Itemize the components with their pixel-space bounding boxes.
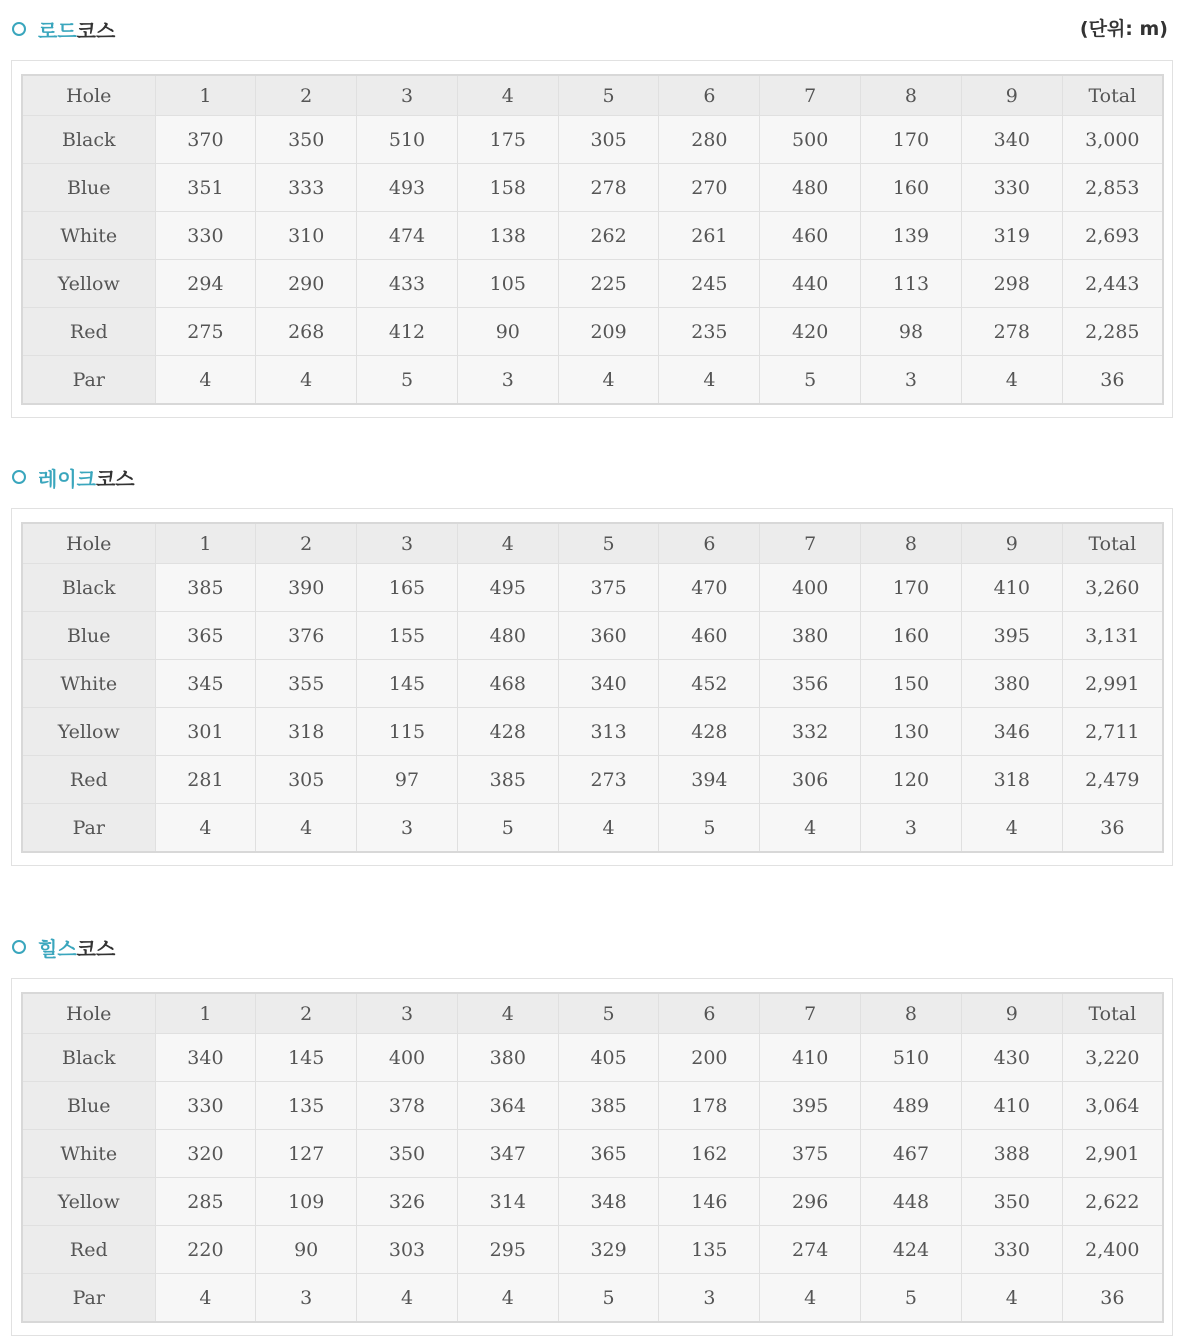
section-title: 레이크코스	[38, 466, 135, 491]
distance-cell: 98	[861, 308, 962, 356]
distance-cell: 5	[457, 804, 558, 853]
distance-cell: 428	[457, 708, 558, 756]
circle-bullet-icon	[12, 940, 26, 954]
distance-cell: 2,400	[1062, 1226, 1163, 1274]
hole-number-cell: 5	[558, 993, 659, 1034]
hole-number-cell: 2	[256, 523, 357, 564]
distance-cell: 285	[155, 1178, 256, 1226]
distance-cell: 330	[961, 1226, 1062, 1274]
distance-cell: 220	[155, 1226, 256, 1274]
distance-cell: 278	[558, 164, 659, 212]
circle-bullet-icon	[12, 22, 26, 36]
distance-cell: 375	[558, 564, 659, 612]
tee-label-cell: Red	[22, 308, 155, 356]
distance-cell: 145	[357, 660, 458, 708]
distance-cell: 90	[256, 1226, 357, 1274]
section-title: 힐스코스	[38, 936, 116, 961]
distance-cell: 135	[659, 1226, 760, 1274]
tee-label-cell: Black	[22, 564, 155, 612]
distance-cell: 295	[457, 1226, 558, 1274]
distance-cell: 4	[256, 804, 357, 853]
distance-cell: 340	[155, 1034, 256, 1082]
table-row	[22, 260, 1163, 308]
table-row	[22, 212, 1163, 260]
distance-cell: 200	[659, 1034, 760, 1082]
distance-cell: 4	[659, 356, 760, 405]
distance-cell: 405	[558, 1034, 659, 1082]
distance-cell: 346	[961, 708, 1062, 756]
distance-cell: 4	[457, 1274, 558, 1323]
distance-cell: 281	[155, 756, 256, 804]
distance-cell: 3	[861, 356, 962, 405]
tee-label-cell: White	[22, 1130, 155, 1178]
distance-cell: 348	[558, 1178, 659, 1226]
distance-cell: 113	[861, 260, 962, 308]
distance-cell: 468	[457, 660, 558, 708]
tee-label-cell: Black	[22, 1034, 155, 1082]
distance-cell: 4	[155, 804, 256, 853]
distance-cell: 268	[256, 308, 357, 356]
distance-cell: 329	[558, 1226, 659, 1274]
hole-number-cell: 5	[558, 75, 659, 116]
distance-cell: 5	[760, 356, 861, 405]
distance-cell: 262	[558, 212, 659, 260]
hole-number-cell: 8	[861, 993, 962, 1034]
table-row	[22, 1178, 1163, 1226]
hole-number-cell: 6	[659, 993, 760, 1034]
distance-cell: 448	[861, 1178, 962, 1226]
scorecard-table	[21, 992, 1164, 1323]
hills-course-heading	[10, 930, 115, 964]
distance-cell: 470	[659, 564, 760, 612]
tee-label-cell: Black	[22, 116, 155, 164]
table-row	[22, 708, 1163, 756]
distance-cell: 170	[861, 564, 962, 612]
table-row	[22, 804, 1163, 853]
distance-cell: 388	[961, 1130, 1062, 1178]
table-row	[22, 1034, 1163, 1082]
distance-cell: 350	[256, 116, 357, 164]
distance-cell: 36	[1062, 804, 1163, 853]
distance-cell: 489	[861, 1082, 962, 1130]
distance-cell: 395	[961, 612, 1062, 660]
hole-number-cell: 3	[357, 75, 458, 116]
hole-header-cell: Hole	[22, 993, 155, 1034]
distance-cell: 3	[861, 804, 962, 853]
distance-cell: 460	[760, 212, 861, 260]
distance-cell: 314	[457, 1178, 558, 1226]
distance-cell: 3,220	[1062, 1034, 1163, 1082]
hole-number-cell: 3	[357, 993, 458, 1034]
distance-cell: 298	[961, 260, 1062, 308]
distance-cell: 394	[659, 756, 760, 804]
distance-cell: 4	[357, 1274, 458, 1323]
distance-cell: 290	[256, 260, 357, 308]
distance-cell: 330	[961, 164, 1062, 212]
hole-number-cell: 9	[961, 993, 1062, 1034]
distance-cell: 105	[457, 260, 558, 308]
distance-cell: 4	[155, 356, 256, 405]
distance-cell: 347	[457, 1130, 558, 1178]
table-row	[22, 564, 1163, 612]
distance-cell: 3,000	[1062, 116, 1163, 164]
distance-cell: 332	[760, 708, 861, 756]
distance-cell: 380	[961, 660, 1062, 708]
hole-number-cell: 5	[558, 523, 659, 564]
distance-cell: 4	[961, 804, 1062, 853]
distance-cell: 160	[861, 164, 962, 212]
distance-cell: 380	[457, 1034, 558, 1082]
distance-cell: 115	[357, 708, 458, 756]
distance-cell: 155	[357, 612, 458, 660]
distance-cell: 440	[760, 260, 861, 308]
distance-cell: 109	[256, 1178, 357, 1226]
hole-number-cell: 9	[961, 523, 1062, 564]
total-header-cell: Total	[1062, 75, 1163, 116]
distance-cell: 356	[760, 660, 861, 708]
distance-cell: 305	[256, 756, 357, 804]
table-row	[22, 164, 1163, 212]
scorecard-box	[11, 60, 1173, 418]
tee-label-cell: Red	[22, 1226, 155, 1274]
table-row	[22, 1082, 1163, 1130]
distance-cell: 365	[155, 612, 256, 660]
distance-cell: 333	[256, 164, 357, 212]
distance-cell: 2,901	[1062, 1130, 1163, 1178]
table-row	[22, 756, 1163, 804]
tee-label-cell: Yellow	[22, 1178, 155, 1226]
distance-cell: 433	[357, 260, 458, 308]
distance-cell: 280	[659, 116, 760, 164]
tee-label-cell: Par	[22, 356, 155, 405]
table-row	[22, 1226, 1163, 1274]
distance-cell: 296	[760, 1178, 861, 1226]
distance-cell: 2,991	[1062, 660, 1163, 708]
distance-cell: 319	[961, 212, 1062, 260]
distance-cell: 4	[760, 804, 861, 853]
distance-cell: 428	[659, 708, 760, 756]
distance-cell: 162	[659, 1130, 760, 1178]
hole-number-cell: 4	[457, 75, 558, 116]
distance-cell: 452	[659, 660, 760, 708]
distance-cell: 294	[155, 260, 256, 308]
distance-cell: 36	[1062, 1274, 1163, 1323]
tee-label-cell: Yellow	[22, 708, 155, 756]
distance-cell: 5	[357, 356, 458, 405]
distance-cell: 395	[760, 1082, 861, 1130]
scorecard-box	[11, 508, 1173, 866]
distance-cell: 97	[357, 756, 458, 804]
distance-cell: 3,260	[1062, 564, 1163, 612]
hole-number-cell: 1	[155, 993, 256, 1034]
distance-cell: 410	[961, 1082, 1062, 1130]
distance-cell: 380	[760, 612, 861, 660]
distance-cell: 5	[659, 804, 760, 853]
distance-cell: 330	[155, 1082, 256, 1130]
distance-cell: 430	[961, 1034, 1062, 1082]
distance-cell: 318	[961, 756, 1062, 804]
distance-cell: 5	[861, 1274, 962, 1323]
tee-label-cell: Blue	[22, 1082, 155, 1130]
distance-cell: 3	[256, 1274, 357, 1323]
distance-cell: 274	[760, 1226, 861, 1274]
tee-label-cell: Par	[22, 804, 155, 853]
distance-cell: 3	[457, 356, 558, 405]
distance-cell: 385	[155, 564, 256, 612]
distance-cell: 390	[256, 564, 357, 612]
scorecard-table	[21, 74, 1164, 405]
distance-cell: 510	[861, 1034, 962, 1082]
distance-cell: 467	[861, 1130, 962, 1178]
hole-number-cell: 6	[659, 523, 760, 564]
hole-number-cell: 1	[155, 523, 256, 564]
distance-cell: 412	[357, 308, 458, 356]
road-course-heading	[10, 12, 115, 46]
distance-cell: 370	[155, 116, 256, 164]
distance-cell: 2,443	[1062, 260, 1163, 308]
hole-number-cell: 4	[457, 523, 558, 564]
road-course-section	[0, 12, 1184, 422]
hole-header-cell: Hole	[22, 75, 155, 116]
circle-bullet-icon	[12, 470, 26, 484]
distance-cell: 301	[155, 708, 256, 756]
distance-cell: 400	[760, 564, 861, 612]
distance-cell: 420	[760, 308, 861, 356]
lake-course-section	[0, 460, 1184, 870]
distance-cell: 145	[256, 1034, 357, 1082]
distance-cell: 3	[659, 1274, 760, 1323]
distance-cell: 2,693	[1062, 212, 1163, 260]
tee-label-cell: Par	[22, 1274, 155, 1323]
hole-number-cell: 2	[256, 75, 357, 116]
distance-cell: 175	[457, 116, 558, 164]
distance-cell: 376	[256, 612, 357, 660]
distance-cell: 350	[357, 1130, 458, 1178]
table-row	[22, 116, 1163, 164]
distance-cell: 510	[357, 116, 458, 164]
distance-cell: 160	[861, 612, 962, 660]
distance-cell: 209	[558, 308, 659, 356]
distance-cell: 4	[961, 356, 1062, 405]
distance-cell: 375	[760, 1130, 861, 1178]
distance-cell: 385	[558, 1082, 659, 1130]
distance-cell: 313	[558, 708, 659, 756]
distance-cell: 340	[961, 116, 1062, 164]
distance-cell: 378	[357, 1082, 458, 1130]
distance-cell: 127	[256, 1130, 357, 1178]
table-row	[22, 660, 1163, 708]
distance-cell: 2,853	[1062, 164, 1163, 212]
hole-header-cell: Hole	[22, 523, 155, 564]
distance-cell: 135	[256, 1082, 357, 1130]
distance-cell: 365	[558, 1130, 659, 1178]
table-row	[22, 1274, 1163, 1323]
distance-cell: 3,131	[1062, 612, 1163, 660]
distance-cell: 2,711	[1062, 708, 1163, 756]
hole-number-cell: 2	[256, 993, 357, 1034]
distance-cell: 3	[357, 804, 458, 853]
section-title: 로드코스	[38, 18, 116, 43]
distance-cell: 330	[155, 212, 256, 260]
hole-number-cell: 4	[457, 993, 558, 1034]
distance-cell: 4	[961, 1274, 1062, 1323]
distance-cell: 2,622	[1062, 1178, 1163, 1226]
hole-number-cell: 1	[155, 75, 256, 116]
distance-cell: 326	[357, 1178, 458, 1226]
distance-cell: 2,285	[1062, 308, 1163, 356]
distance-cell: 270	[659, 164, 760, 212]
distance-cell: 138	[457, 212, 558, 260]
distance-cell: 3,064	[1062, 1082, 1163, 1130]
distance-cell: 5	[558, 1274, 659, 1323]
distance-cell: 495	[457, 564, 558, 612]
distance-cell: 4	[558, 804, 659, 853]
scorecard-box	[11, 978, 1173, 1336]
distance-cell: 400	[357, 1034, 458, 1082]
hole-number-cell: 7	[760, 993, 861, 1034]
distance-cell: 165	[357, 564, 458, 612]
distance-cell: 345	[155, 660, 256, 708]
distance-cell: 306	[760, 756, 861, 804]
scorecard-table	[21, 522, 1164, 853]
distance-cell: 305	[558, 116, 659, 164]
tee-label-cell: White	[22, 212, 155, 260]
distance-cell: 225	[558, 260, 659, 308]
distance-cell: 178	[659, 1082, 760, 1130]
hills-course-section	[0, 930, 1184, 1340]
distance-cell: 493	[357, 164, 458, 212]
lake-course-heading	[10, 460, 135, 494]
header-row	[22, 993, 1163, 1034]
distance-cell: 4	[256, 356, 357, 405]
distance-cell: 273	[558, 756, 659, 804]
distance-cell: 424	[861, 1226, 962, 1274]
distance-cell: 4	[155, 1274, 256, 1323]
table-row	[22, 612, 1163, 660]
distance-cell: 340	[558, 660, 659, 708]
distance-cell: 480	[760, 164, 861, 212]
distance-cell: 460	[659, 612, 760, 660]
distance-cell: 310	[256, 212, 357, 260]
distance-cell: 261	[659, 212, 760, 260]
tee-label-cell: Yellow	[22, 260, 155, 308]
unit-label: (단위: m)	[1079, 18, 1168, 40]
distance-cell: 90	[457, 308, 558, 356]
total-header-cell: Total	[1062, 523, 1163, 564]
distance-cell: 120	[861, 756, 962, 804]
table-row	[22, 308, 1163, 356]
distance-cell: 130	[861, 708, 962, 756]
distance-cell: 350	[961, 1178, 1062, 1226]
distance-cell: 318	[256, 708, 357, 756]
distance-cell: 4	[558, 356, 659, 405]
hole-number-cell: 8	[861, 75, 962, 116]
total-header-cell: Total	[1062, 993, 1163, 1034]
distance-cell: 364	[457, 1082, 558, 1130]
distance-cell: 320	[155, 1130, 256, 1178]
hole-number-cell: 8	[861, 523, 962, 564]
distance-cell: 158	[457, 164, 558, 212]
distance-cell: 4	[760, 1274, 861, 1323]
hole-number-cell: 6	[659, 75, 760, 116]
distance-cell: 474	[357, 212, 458, 260]
tee-label-cell: Red	[22, 756, 155, 804]
table-row	[22, 356, 1163, 405]
distance-cell: 275	[155, 308, 256, 356]
header-row	[22, 75, 1163, 116]
distance-cell: 500	[760, 116, 861, 164]
distance-cell: 235	[659, 308, 760, 356]
distance-cell: 360	[558, 612, 659, 660]
hole-number-cell: 3	[357, 523, 458, 564]
distance-cell: 146	[659, 1178, 760, 1226]
table-row	[22, 1130, 1163, 1178]
tee-label-cell: White	[22, 660, 155, 708]
hole-number-cell: 9	[961, 75, 1062, 116]
distance-cell: 410	[961, 564, 1062, 612]
distance-cell: 245	[659, 260, 760, 308]
distance-cell: 150	[861, 660, 962, 708]
distance-cell: 410	[760, 1034, 861, 1082]
distance-cell: 351	[155, 164, 256, 212]
distance-cell: 278	[961, 308, 1062, 356]
distance-cell: 480	[457, 612, 558, 660]
distance-cell: 303	[357, 1226, 458, 1274]
distance-cell: 139	[861, 212, 962, 260]
tee-label-cell: Blue	[22, 164, 155, 212]
distance-cell: 385	[457, 756, 558, 804]
hole-number-cell: 7	[760, 75, 861, 116]
tee-label-cell: Blue	[22, 612, 155, 660]
distance-cell: 36	[1062, 356, 1163, 405]
header-row	[22, 523, 1163, 564]
distance-cell: 355	[256, 660, 357, 708]
hole-number-cell: 7	[760, 523, 861, 564]
distance-cell: 2,479	[1062, 756, 1163, 804]
distance-cell: 170	[861, 116, 962, 164]
